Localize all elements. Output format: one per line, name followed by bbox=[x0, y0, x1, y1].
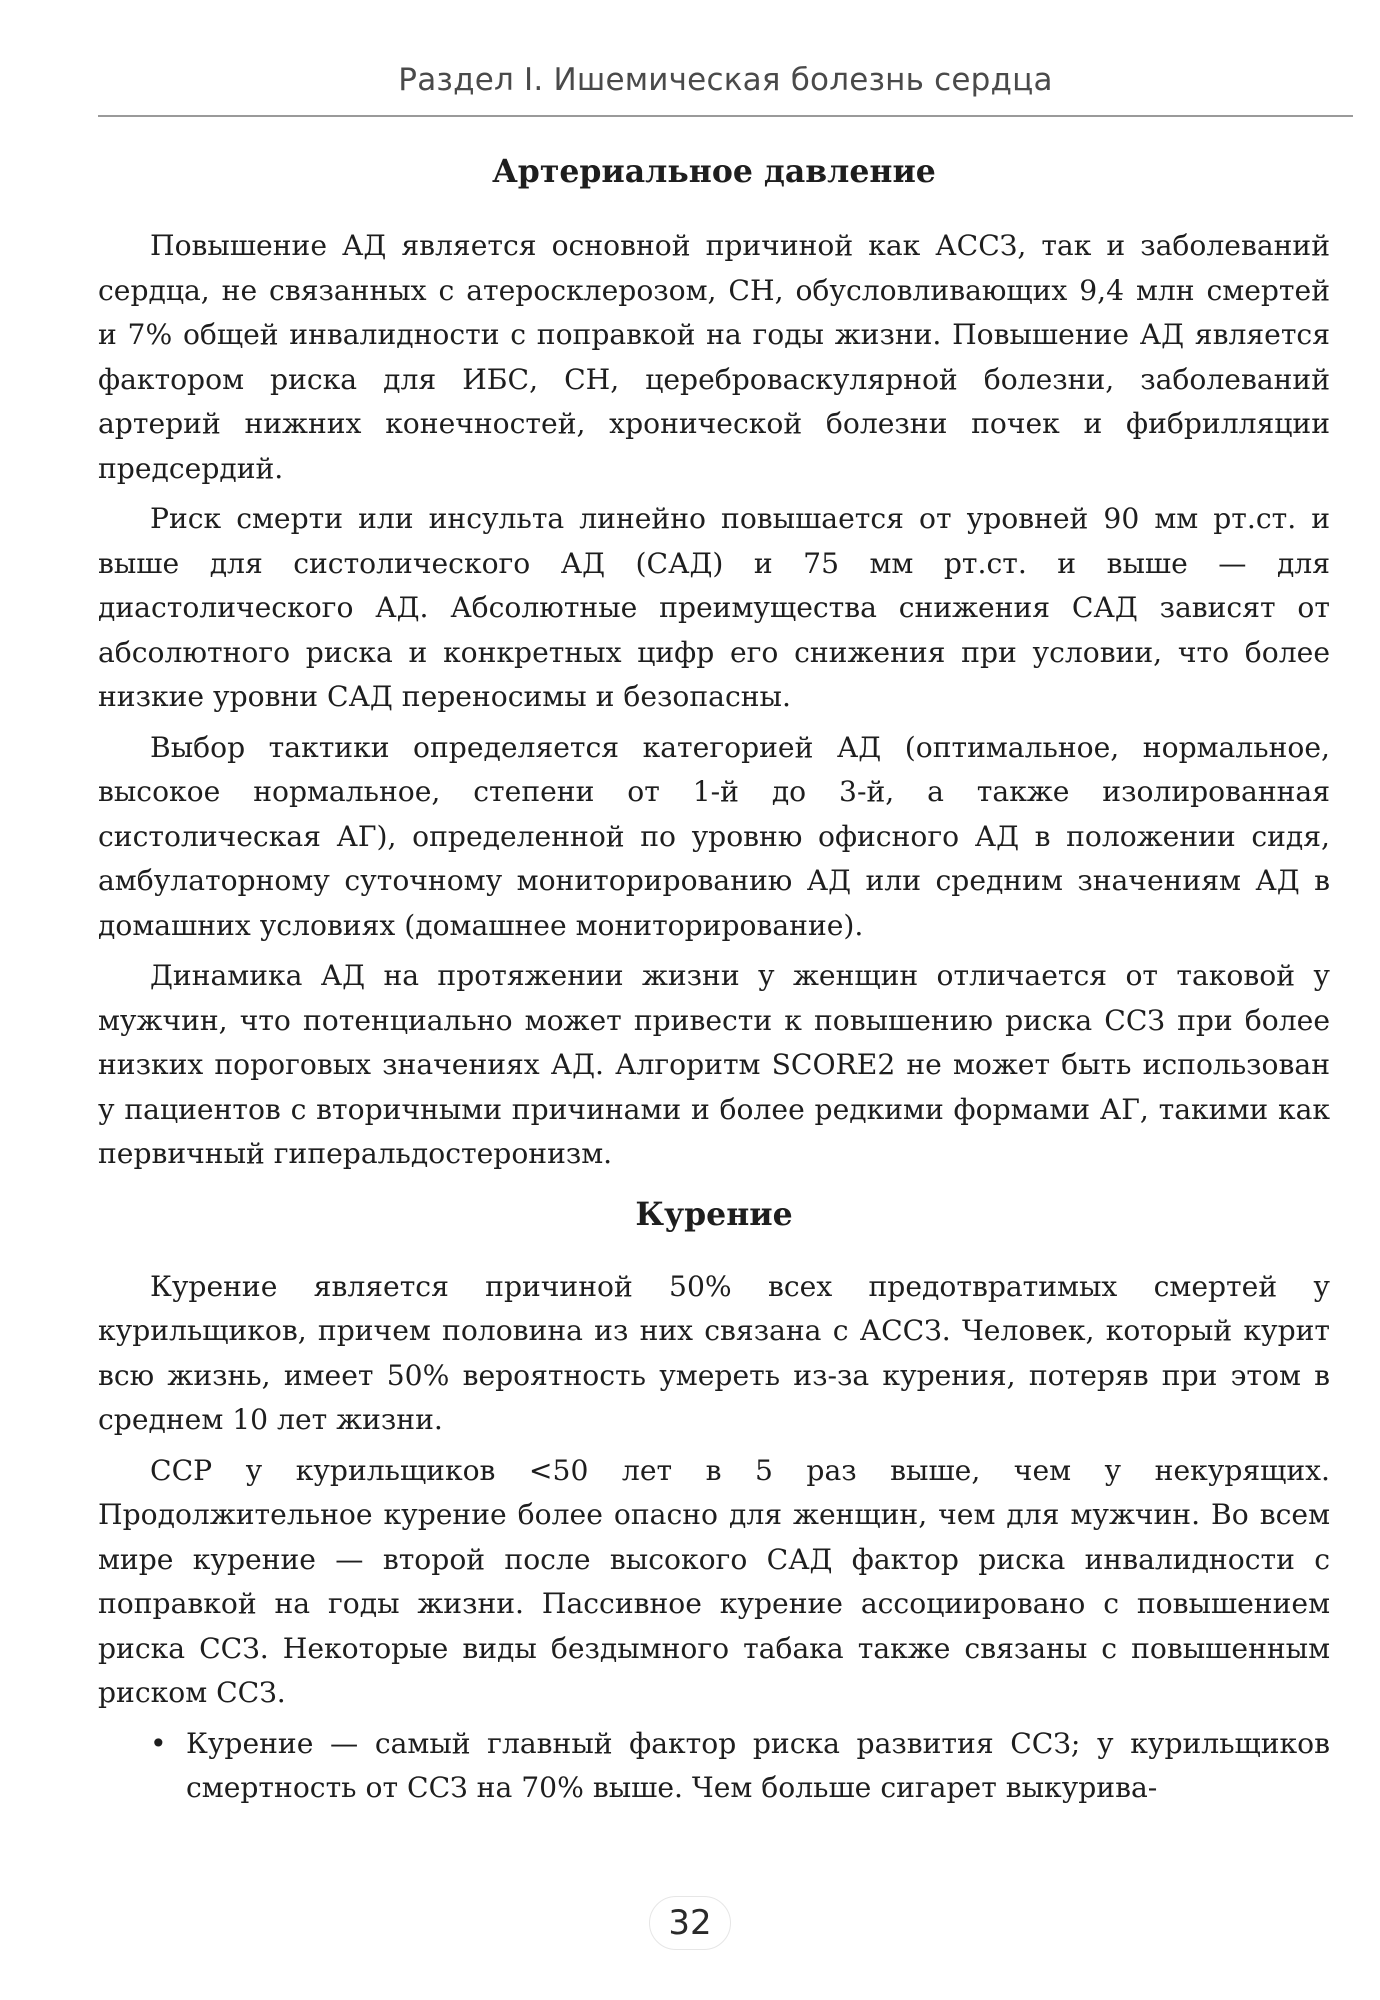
bullet-list bbox=[98, 1722, 1330, 1811]
header-rule bbox=[98, 115, 1353, 117]
paragraph: Повышение АД является основной причиной как АССЗ, так и заболеваний сердца, не связанных с атеросклерозом, СН, обусловливающих 9,4 млн смертей и 7% общей инвалидности с поправкой на годы жизни. Повышение АД является фактором риска для ИБС, СН, цереброваскулярной болезни, заболеваний артерий нижних конечностей, хронической болезни почек и фибрилляции предсердий. bbox=[98, 229, 1330, 485]
paragraph: ССР у курильщиков <50 лет в 5 раз выше, чем у некурящих. Продолжительное курение более опасно для женщин, чем для мужчин. Во всем мире курение — второй после высокого САД фактор риска инвалидности с поправкой на годы жизни. Пассивное курение ассоциировано с повышением риска ССЗ. Некоторые виды бездымного табака также связаны с повышенным риском ССЗ. bbox=[98, 1453, 1330, 1709]
list-item bbox=[150, 1722, 1330, 1811]
page-body bbox=[98, 150, 1330, 1811]
page-footer bbox=[0, 1896, 1380, 1950]
paragraph: Выбор тактики определяется категорией АД (оптимальное, нормальное, высокое нормальное, степени от 1-й до 3-й, а также изолированная систолическая АГ), определенной по уровню офисного АД в положении сидя, амбулаторному суточному мониторированию АД или средним значениям АД в домашних условиях (домашнее мониторирование). bbox=[98, 730, 1330, 942]
list-item-text: Курение — самый главный фактор риска развития ССЗ; у курильщиков смертность от ССЗ на 70% выше. Чем больше сигарет выкурива- bbox=[186, 1726, 1330, 1804]
bullet-icon: • bbox=[150, 1726, 167, 1760]
page-number: 32 bbox=[649, 1896, 730, 1950]
paragraph: Курение является причиной 50% всех предотвратимых смертей у курильщиков, причем половина из них связана с АССЗ. Человек, который курит всю жизнь, имеет 50% вероятность умереть из-за курения, потеряв при этом в среднем 10 лет жизни. bbox=[98, 1269, 1330, 1436]
paragraph: Риск смерти или инсульта линейно повышается от уровней 90 мм рт.ст. и выше для систолического АД (САД) и 75 мм рт.ст. и выше — для диастолического АД. Абсолютные преимущества снижения САД зависят от абсолютного риска и конкретных цифр его снижения при условии, что более низкие уровни САД переносимы и безопасны. bbox=[98, 502, 1330, 713]
section-heading-blood-pressure: Артериальное давление bbox=[492, 153, 936, 190]
page-header bbox=[98, 62, 1353, 120]
running-title: Раздел I. Ишемическая болезнь сердца bbox=[398, 62, 1053, 98]
paragraph: Динамика АД на протяжении жизни у женщин отличается от таковой у мужчин, что потенциально может привести к повышению риска ССЗ при более низких пороговых значениях АД. Алгоритм SCORE2 не может быть использован у пациентов с вторичными причинами и более редкими формами АГ, такими как первичный гиперальдостеронизм. bbox=[98, 959, 1330, 1170]
section-heading-smoking: Курение bbox=[635, 1195, 793, 1233]
